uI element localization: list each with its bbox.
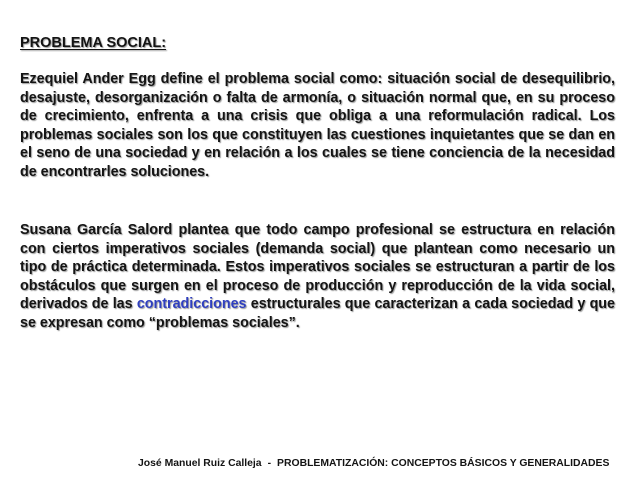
- footer: [138, 458, 609, 469]
- highlighted-word: contradicciones: [136, 296, 247, 313]
- paragraph-garcia-salord: [20, 221, 615, 333]
- footer-separator: -: [267, 458, 272, 469]
- slide-title: PROBLEMA SOCIAL:: [20, 35, 167, 51]
- paragraph-garcia-salord-after: estructurales que caracterizan a cada sociedad y que se expresan como “problemas sociales”.: [20, 296, 615, 331]
- footer-author: José Manuel Ruiz Calleja: [138, 458, 262, 469]
- paragraph-garcia-salord-before: Susana García Salord plantea que todo campo profesional se estructura en relación con ciertos imperativos sociales (demanda social) que plantean como necesario un tipo de práctica determinada. Estos imperativos sociales se estructuran a partir de los obstáculos que surgen en el proceso de producción y reproducción de la vida social, derivados de las: [20, 222, 615, 313]
- footer-subject: PROBLEMATIZACIÓN: CONCEPTOS BÁSICOS Y GENERALIDADES: [277, 458, 610, 469]
- paragraph-ander-egg: Ezequiel Ander Egg define el problema social como: situación social de desequilibrio, desajuste, desorganización o falta de armonía, o situación normal que, en su proceso de crecimiento, enfrenta a una crisis que obliga a una reformulación radical. Los problemas sociales son los que constituyen las cuestiones inquietantes que se dan en el seno de una sociedad y en relación a los cuales se tiene conciencia de la necesidad de encontrarles soluciones.: [20, 71, 615, 180]
